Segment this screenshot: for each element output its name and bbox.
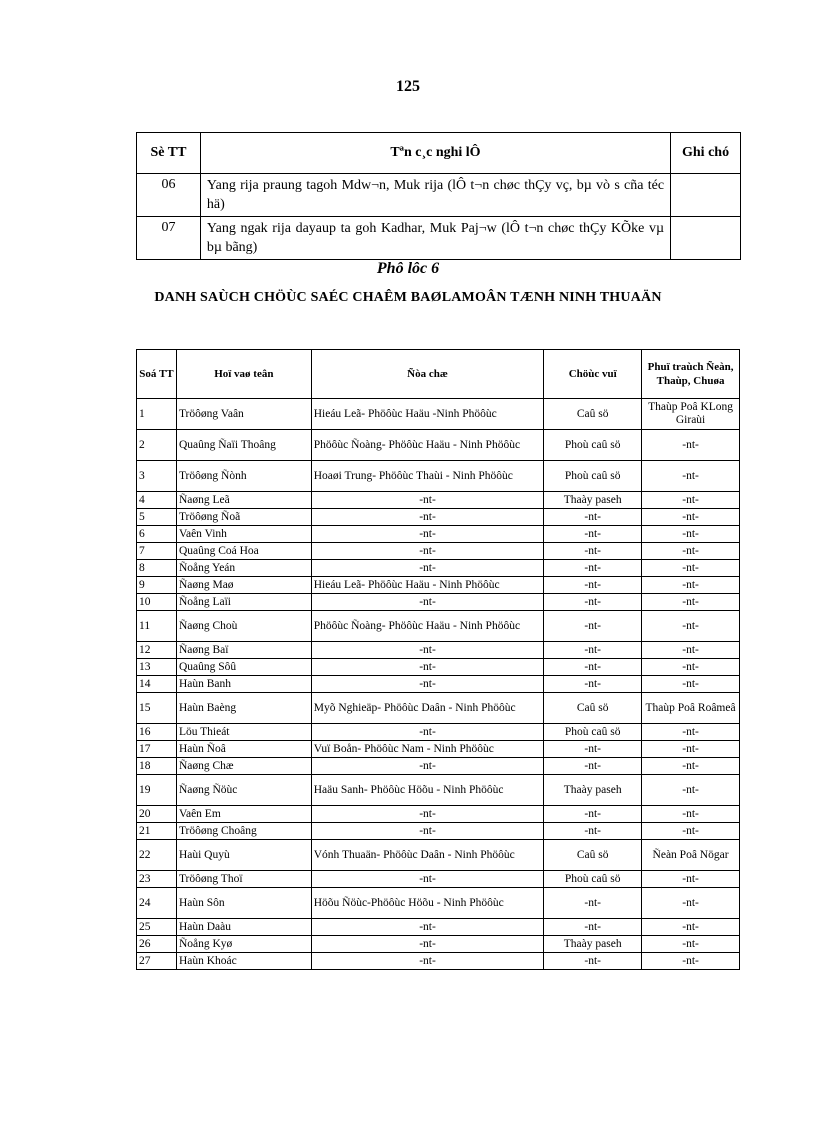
row-stt: 12 [137,642,177,659]
row-address: Vónh Thuaän- Phöôùc Daân - Ninh Phöôùc [311,840,544,871]
row-full-name: Haùi Quyù [176,840,311,871]
row-stt: 20 [137,806,177,823]
row-in-charge: Thaùp Poâ Roâmeâ [642,693,740,724]
row-address: -nt- [311,871,544,888]
row-stt: 19 [137,775,177,806]
header-position: Chöùc vuï [544,350,642,399]
row-position: Thaày paseh [544,936,642,953]
row-stt: 21 [137,823,177,840]
row-in-charge: -nt- [642,492,740,509]
row-in-charge: -nt- [642,806,740,823]
header-full-name: Hoï vaø teân [176,350,311,399]
row-full-name: Ñaøng Baï [176,642,311,659]
table-row [137,217,741,260]
row-position: -nt- [544,642,642,659]
row-note [671,217,741,260]
row-position: Caû sö [544,693,642,724]
row-in-charge: -nt- [642,823,740,840]
row-address: -nt- [311,492,544,509]
row-in-charge: -nt- [642,741,740,758]
row-position: -nt- [544,953,642,970]
row-address: -nt- [311,806,544,823]
row-position: -nt- [544,823,642,840]
table-row [137,577,740,594]
row-in-charge: -nt- [642,642,740,659]
table-row [137,823,740,840]
row-stt: 11 [137,611,177,642]
row-stt: 8 [137,560,177,577]
row-full-name: Ñoång Kyø [176,936,311,953]
table-row [137,399,740,430]
row-full-name: Haùn Ñoâ [176,741,311,758]
row-full-name: Tröôøng Choâng [176,823,311,840]
row-in-charge: -nt- [642,775,740,806]
header-stt: Soá TT [137,350,177,399]
row-in-charge: -nt- [642,936,740,953]
row-stt: 25 [137,919,177,936]
row-in-charge: -nt- [642,594,740,611]
table-row [137,840,740,871]
table-row [137,758,740,775]
row-full-name: Ñaøng Choù [176,611,311,642]
row-position: -nt- [544,806,642,823]
header-ritual-name: Tªn c¸c nghi lÔ [200,133,670,174]
row-position: Caû sö [544,399,642,430]
row-address: -nt- [311,560,544,577]
row-in-charge: -nt- [642,560,740,577]
row-in-charge: -nt- [642,724,740,741]
row-stt: 9 [137,577,177,594]
row-address: Hieáu Leã- Phöôùc Haäu -Ninh Phöôùc [311,399,544,430]
table-row [137,775,740,806]
row-full-name: Haùn Sôn [176,888,311,919]
row-address: -nt- [311,758,544,775]
row-position: -nt- [544,509,642,526]
row-stt: 22 [137,840,177,871]
row-in-charge: -nt- [642,676,740,693]
row-address: Höõu Ñöùc-Phöôùc Höõu - Ninh Phöôùc [311,888,544,919]
row-full-name: Ñaøng Chæ [176,758,311,775]
table-row [137,724,740,741]
row-address: Hieáu Leã- Phöôùc Haäu - Ninh Phöôùc [311,577,544,594]
row-full-name: Tröôøng Ñònh [176,461,311,492]
row-ritual-text: Yang rija praung tagoh Mdw¬n, Muk rija (lÔ t¬n chøc thÇy vç, bµ vò s cña téc hä) [200,174,670,217]
row-full-name: Ñoång Yeán [176,560,311,577]
row-in-charge: -nt- [642,543,740,560]
rituals-table [136,132,741,260]
row-stt: 5 [137,509,177,526]
row-position: Caû sö [544,840,642,871]
row-full-name: Ñoång Laïi [176,594,311,611]
row-address: -nt- [311,659,544,676]
row-position: -nt- [544,758,642,775]
row-in-charge: Ñeàn Poâ Nögar [642,840,740,871]
row-stt: 1 [137,399,177,430]
row-stt: 2 [137,430,177,461]
row-full-name: Tröôøng Vaân [176,399,311,430]
row-address: -nt- [311,953,544,970]
row-in-charge: -nt- [642,888,740,919]
table-row [137,806,740,823]
row-position: Thaày paseh [544,775,642,806]
row-stt: 14 [137,676,177,693]
table-row [137,594,740,611]
row-full-name: Haùn Khoác [176,953,311,970]
row-address: Phöôùc Ñoàng- Phöôùc Haäu - Ninh Phöôùc [311,611,544,642]
row-position: -nt- [544,919,642,936]
row-stt: 7 [137,543,177,560]
table-row [137,174,741,217]
row-full-name: Löu Thieát [176,724,311,741]
header-note: Ghi chó [671,133,741,174]
row-address: -nt- [311,642,544,659]
appendix-title: Phô lôc 6 [376,260,440,277]
table-row [137,676,740,693]
row-position: -nt- [544,526,642,543]
row-stt: 07 [137,217,201,260]
table-row [137,642,740,659]
row-in-charge: -nt- [642,577,740,594]
row-full-name: Ñaøng Maø [176,577,311,594]
page-number: 125 [396,78,420,95]
row-ritual-text: Yang ngak rija dayaup ta goh Kadhar, Muk Paj¬w (lÔ t¬n chøc thÇy KÕke vµ bµ bãng) [200,217,670,260]
row-in-charge: -nt- [642,611,740,642]
row-in-charge: -nt- [642,430,740,461]
row-in-charge: -nt- [642,758,740,775]
row-position: -nt- [544,659,642,676]
row-address: -nt- [311,509,544,526]
row-stt: 4 [137,492,177,509]
row-stt: 15 [137,693,177,724]
row-full-name: Haùn Daàu [176,919,311,936]
table-row [137,543,740,560]
row-position: Phoù caû sö [544,724,642,741]
row-stt: 18 [137,758,177,775]
row-full-name: Tröôøng Thoï [176,871,311,888]
row-in-charge: -nt- [642,919,740,936]
row-address: Haäu Sanh- Phöôùc Höõu - Ninh Phöôùc [311,775,544,806]
row-stt: 16 [137,724,177,741]
row-address: -nt- [311,936,544,953]
row-position: -nt- [544,611,642,642]
row-full-name: Quaûng Ñaïi Thoâng [176,430,311,461]
row-full-name: Quaûng Sôû [176,659,311,676]
row-stt: 27 [137,953,177,970]
row-position: Phoù caû sö [544,461,642,492]
table-row [137,888,740,919]
row-in-charge: Thaùp Poâ KLong Giraùi [642,399,740,430]
row-address: -nt- [311,543,544,560]
row-full-name: Haùn Banh [176,676,311,693]
table-row [137,560,740,577]
header-stt: Sè TT [137,133,201,174]
dignitaries-table-header [137,350,740,399]
table-row [137,693,740,724]
row-position: -nt- [544,543,642,560]
table-row [137,492,740,509]
row-stt: 06 [137,174,201,217]
dignitaries-table [136,349,740,970]
row-position: -nt- [544,741,642,758]
table-row [137,871,740,888]
row-stt: 3 [137,461,177,492]
header-address: Ñòa chæ [311,350,544,399]
row-position: -nt- [544,676,642,693]
row-in-charge: -nt- [642,659,740,676]
row-position: -nt- [544,577,642,594]
row-stt: 17 [137,741,177,758]
header-in-charge: Phuï traùch Ñeàn, Thaùp, Chuøa [642,350,740,399]
row-address: -nt- [311,919,544,936]
table-row [137,509,740,526]
row-stt: 13 [137,659,177,676]
row-stt: 24 [137,888,177,919]
row-full-name: Ñaøng Leã [176,492,311,509]
row-address: Vuï Boån- Phöôùc Nam - Ninh Phöôùc [311,741,544,758]
table-row [137,461,740,492]
row-stt: 10 [137,594,177,611]
row-position: Phoù caû sö [544,430,642,461]
row-stt: 26 [137,936,177,953]
table-row [137,936,740,953]
table-row [137,659,740,676]
table-row [137,919,740,936]
table-row [137,953,740,970]
row-note [671,174,741,217]
row-stt: 6 [137,526,177,543]
row-position: -nt- [544,560,642,577]
row-full-name: Tröôøng Ñoã [176,509,311,526]
table-row [137,526,740,543]
row-full-name: Vaên Em [176,806,311,823]
row-address: Myõ Nghieäp- Phöôùc Daân - Ninh Phöôùc [311,693,544,724]
row-full-name: Quaûng Coá Hoa [176,543,311,560]
table-row [137,611,740,642]
row-address: -nt- [311,724,544,741]
row-position: Phoù caû sö [544,871,642,888]
row-position: -nt- [544,888,642,919]
row-stt: 23 [137,871,177,888]
row-address: -nt- [311,823,544,840]
row-position: Thaày paseh [544,492,642,509]
row-in-charge: -nt- [642,461,740,492]
document-title: DANH SAÙCH CHÖÙC SAÉC CHAÊM BAØLAMOÂN TÆNH NINH THUAÄN [154,290,662,305]
row-full-name: Vaên Vinh [176,526,311,543]
row-address: -nt- [311,676,544,693]
row-address: Phöôùc Ñoàng- Phöôùc Haäu - Ninh Phöôùc [311,430,544,461]
table-row [137,430,740,461]
row-in-charge: -nt- [642,871,740,888]
row-in-charge: -nt- [642,953,740,970]
row-in-charge: -nt- [642,509,740,526]
table-row [137,741,740,758]
row-full-name: Haùn Baèng [176,693,311,724]
row-full-name: Ñaøng Ñöùc [176,775,311,806]
rituals-table-header [137,133,741,174]
row-address: Hoaøi Trung- Phöôùc Thaùi - Ninh Phöôùc [311,461,544,492]
row-position: -nt- [544,594,642,611]
row-in-charge: -nt- [642,526,740,543]
row-address: -nt- [311,594,544,611]
row-address: -nt- [311,526,544,543]
